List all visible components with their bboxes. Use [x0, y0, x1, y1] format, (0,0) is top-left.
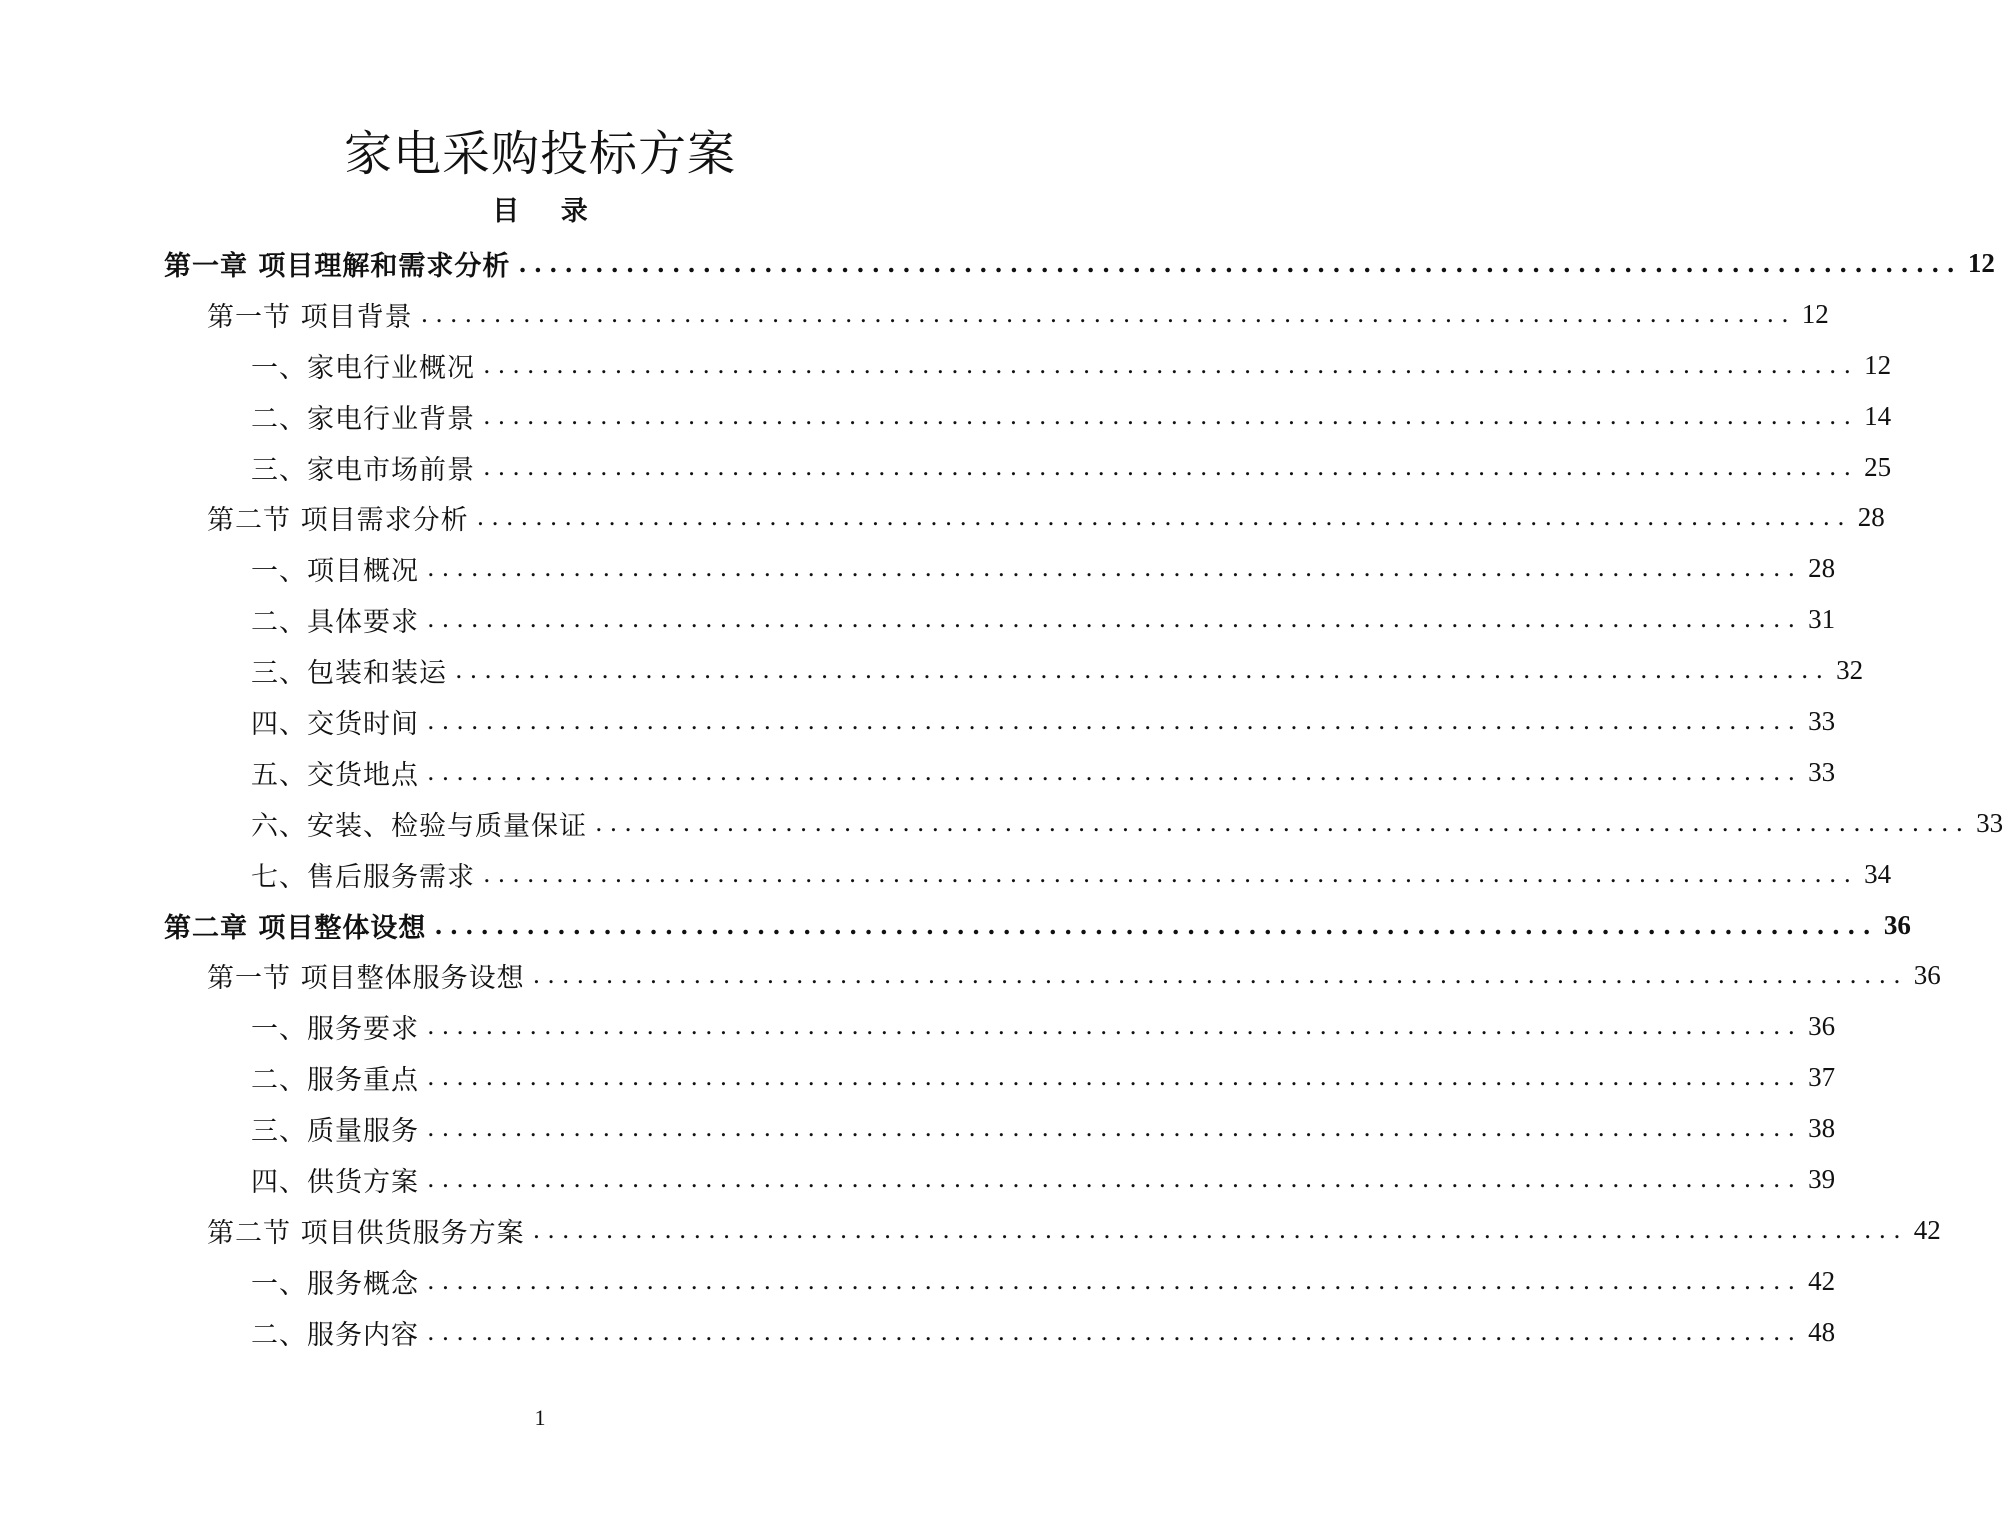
footer-page-number: 1 — [534, 1405, 546, 1430]
toc-entry-subsection[interactable] — [0, 849, 1892, 900]
toc-entry-page: 36 — [1808, 1011, 1836, 1042]
toc-entry-page: 37 — [1808, 1062, 1836, 1093]
dot-leader: .............................................................................................. — [532, 961, 1908, 990]
dot-leader: .............................................................................................. — [420, 299, 1796, 328]
toc-entry-page: 33 — [1808, 756, 1836, 787]
toc-entry-page: 28 — [1857, 502, 1885, 533]
toc-entry-page: 31 — [1808, 604, 1836, 635]
toc-entry-label: 二、服务重点 — [251, 1065, 419, 1097]
dot-leader: .............................................................................................. — [427, 554, 1803, 583]
toc-entry-subsection[interactable] — [0, 747, 1836, 798]
toc-entry-subsection[interactable] — [0, 594, 1836, 645]
toc-entry-page: 38 — [1808, 1113, 1836, 1144]
toc-entry-label: 二、具体要求 — [251, 607, 419, 639]
toc-entry-subsection[interactable] — [0, 1307, 1836, 1358]
dot-leader: .............................................................................................. — [434, 910, 1878, 940]
toc-entry-subsection[interactable] — [0, 798, 2003, 849]
toc-entry-label: 二、家电行业背景 — [251, 403, 475, 435]
toc-entry-label: 一、服务要求 — [251, 1014, 419, 1046]
toc-entry-chapter-1[interactable] — [0, 238, 1995, 289]
toc-entry-page: 42 — [1808, 1265, 1836, 1296]
toc-entry-label: 四、供货方案 — [251, 1166, 419, 1198]
toc-entry-chapter-2[interactable] — [0, 900, 1911, 951]
toc-entry-subsection[interactable] — [0, 1001, 1836, 1052]
toc-entry-subsection[interactable] — [0, 391, 1892, 442]
dot-leader: .............................................................................................. — [427, 1317, 1803, 1346]
toc-entry-subsection[interactable] — [0, 1154, 1836, 1205]
toc-entry-page: 12 — [1801, 298, 1829, 329]
toc-entry-label: 三、包装和装运 — [251, 658, 447, 690]
table-of-contents — [0, 238, 2003, 1358]
toc-entry-label: 第二节 项目需求分析 — [207, 505, 469, 537]
toc-entry-page: 36 — [1883, 909, 1911, 940]
toc-entry-page: 42 — [1913, 1214, 1941, 1245]
toc-entry-label: 第二章 项目整体设想 — [164, 912, 427, 944]
toc-entry-subsection[interactable] — [0, 1052, 1836, 1103]
toc-entry-section[interactable] — [0, 1205, 1941, 1256]
dot-leader: .............................................................................................. — [427, 1114, 1803, 1143]
toc-entry-page: 32 — [1836, 655, 1864, 686]
toc-entry-page: 48 — [1808, 1316, 1836, 1347]
toc-entry-subsection[interactable] — [0, 696, 1836, 747]
toc-entry-label: 七、售后服务需求 — [251, 861, 475, 893]
dot-leader: .............................................................................................. — [427, 605, 1803, 634]
dot-leader: .............................................................................................. — [427, 1012, 1803, 1041]
toc-entry-page: 39 — [1808, 1163, 1836, 1194]
toc-entry-page: 28 — [1808, 553, 1836, 584]
dot-leader: .............................................................................................. — [532, 1215, 1908, 1244]
dot-leader: .............................................................................................. — [595, 808, 1971, 837]
toc-entry-label: 一、项目概况 — [251, 556, 419, 588]
dot-leader: .............................................................................................. — [483, 401, 1859, 430]
toc-entry-label: 第一章 项目理解和需求分析 — [164, 250, 511, 282]
toc-entry-page: 34 — [1864, 858, 1892, 889]
dot-leader: .............................................................................................. — [427, 757, 1803, 786]
dot-leader: .............................................................................................. — [483, 452, 1859, 481]
dot-leader: .............................................................................................. — [427, 706, 1803, 735]
toc-entry-label: 三、质量服务 — [251, 1116, 419, 1148]
dot-leader: .............................................................................................. — [483, 859, 1859, 888]
toc-entry-label: 一、服务概念 — [251, 1268, 419, 1300]
toc-entry-section[interactable] — [0, 950, 1941, 1001]
toc-entry-subsection[interactable] — [0, 1103, 1836, 1154]
toc-entry-label: 二、服务内容 — [251, 1319, 419, 1351]
dot-leader: .............................................................................................. — [427, 1063, 1803, 1092]
toc-entry-subsection[interactable] — [0, 1256, 1836, 1307]
dot-leader: .............................................................................................. — [483, 350, 1859, 379]
toc-entry-section[interactable] — [0, 492, 1885, 543]
toc-entry-page: 33 — [1808, 705, 1836, 736]
toc-entry-label: 第一节 项目整体服务设想 — [207, 963, 525, 995]
toc-entry-page: 14 — [1864, 400, 1892, 431]
dot-leader: .............................................................................................. — [518, 248, 1962, 278]
toc-entry-label: 四、交货时间 — [251, 708, 419, 740]
toc-entry-label: 六、安装、检验与质量保证 — [251, 810, 587, 842]
toc-entry-subsection[interactable] — [0, 543, 1836, 594]
toc-entry-subsection[interactable] — [0, 340, 1892, 391]
toc-entry-label: 第一节 项目背景 — [207, 301, 413, 333]
toc-entry-label: 第二节 项目供货服务方案 — [207, 1217, 525, 1249]
toc-entry-section[interactable] — [0, 289, 1829, 340]
toc-entry-label: 五、交货地点 — [251, 759, 419, 791]
toc-entry-page: 36 — [1913, 960, 1941, 991]
toc-entry-page: 25 — [1864, 451, 1892, 482]
dot-leader: .............................................................................................. — [455, 656, 1831, 685]
toc-entry-label: 一、家电行业概况 — [251, 352, 475, 384]
toc-entry-page: 33 — [1976, 807, 2003, 838]
toc-entry-subsection[interactable] — [0, 645, 1864, 696]
dot-leader: .............................................................................................. — [427, 1164, 1803, 1193]
toc-entry-subsection[interactable] — [0, 442, 1892, 493]
dot-leader: .............................................................................................. — [427, 1266, 1803, 1295]
toc-entry-label: 三、家电市场前景 — [251, 454, 475, 486]
toc-entry-page: 12 — [1967, 247, 1995, 278]
dot-leader: .............................................................................................. — [476, 503, 1852, 532]
toc-entry-page: 12 — [1864, 349, 1892, 380]
document-title: 家电采购投标方案 — [343, 126, 736, 182]
toc-heading: 目 录 — [492, 196, 604, 227]
